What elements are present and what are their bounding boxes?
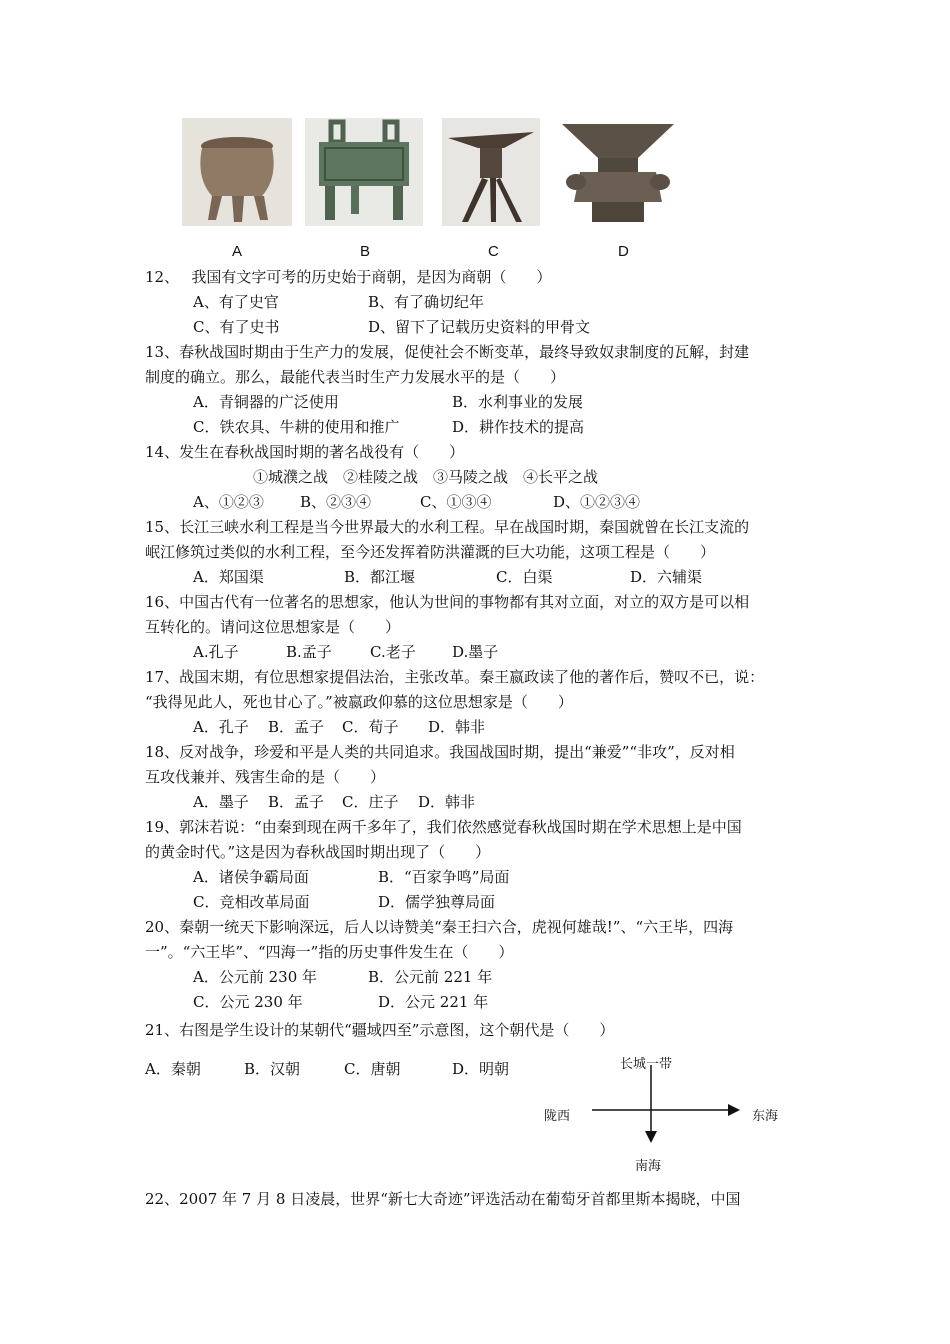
q19-option-c: C．竞相改革局面 (193, 893, 310, 911)
q20-option-c: C．公元 230 年 (193, 993, 303, 1011)
q18-option-b: B．孟子 (268, 793, 325, 811)
question-17-line-1: 17、战国末期，有位思想家提倡法治，主张改革。秦王嬴政读了他的著作后，赞叹不已，说： (145, 668, 765, 686)
q18-option-c: C．庄子 (342, 793, 399, 811)
q17-option-d: D．韩非 (428, 718, 486, 736)
question-21: 21、右图是学生设计的某朝代“疆域四至”示意图，这个朝代是（ ） (145, 1021, 615, 1039)
question-20-line-1: 20、秦朝一统天下影响深远，后人以诗赞美“秦王扫六合，虎视何雄哉!”、“六王毕，四海 (145, 918, 734, 936)
question-17-line-2: “我得见此人，死也甘心了。”被嬴政仰慕的这位思想家是（ ） (145, 693, 573, 711)
q21-option-c: C．唐朝 (344, 1060, 401, 1078)
artifact-c-image (442, 118, 540, 226)
q21-option-a: A．秦朝 (145, 1060, 201, 1078)
q21-option-d: D．明朝 (452, 1060, 510, 1078)
q15-option-d: D．六辅渠 (630, 568, 703, 586)
q16-option-c: C.老子 (370, 643, 416, 661)
q15-option-b: B．都江堰 (344, 568, 416, 586)
question-19-line-1: 19、郭沫若说：“由秦到现在两千多年了，我们依然感觉春秋战国时期在学术思想上是中国 (145, 818, 742, 836)
q13-option-b: B．水利事业的发展 (452, 393, 584, 411)
artifact-label-c: C (488, 243, 499, 260)
question-18-line-2: 互攻伐兼并、残害生命的是（ ） (145, 768, 386, 786)
q18-option-d: D．韩非 (418, 793, 476, 811)
q17-option-b: B．孟子 (268, 718, 325, 736)
question-13-line-2: 制度的确立。那么，最能代表当时生产力发展水平的是（ ） (145, 368, 566, 386)
q18-option-a: A．墨子 (193, 793, 249, 811)
question-16-line-1: 16、中国古代有一位著名的思想家，他认为世间的事物都有其对立面，对立的双方是可以相 (145, 593, 750, 611)
artifact-label-b: B (360, 243, 371, 260)
question-20-line-2: 一”。“六王毕”、“四海一”指的历史事件发生在（ ） (145, 943, 514, 961)
q12-option-c: C、有了史书 (193, 318, 280, 336)
q17-option-c: C．荀子 (342, 718, 399, 736)
artifact-label-a: A (232, 243, 243, 260)
territory-diagram (540, 1045, 800, 1175)
artifact-b-image (305, 118, 423, 226)
q13-option-c: C．铁农具、牛耕的使用和推广 (193, 418, 400, 436)
artifact-label-d: D (618, 243, 629, 260)
q19-option-a: A．诸侯争霸局面 (193, 868, 309, 886)
q21-option-b: B．汉朝 (244, 1060, 301, 1078)
q14-option-c: C、①③④ (420, 493, 492, 511)
q15-option-c: C．白渠 (496, 568, 553, 586)
artifact-images (180, 118, 700, 263)
q17-option-a: A．孔子 (193, 718, 249, 736)
q14-option-b: B、②③④ (300, 493, 372, 511)
diagram-west-label: 陇西 (544, 1109, 571, 1124)
question-13-line-1: 13、春秋战国时期由于生产力的发展，促使社会不断变革，最终导致奴隶制度的瓦解，封建 (145, 343, 750, 361)
question-18-line-1: 18、反对战争，珍爱和平是人类的共同追求。我国战国时期，提出“兼爱”“非攻”，反对相 (145, 743, 735, 761)
diagram-east-label: 东海 (752, 1109, 779, 1124)
q20-option-b: B．公元前 221 年 (368, 968, 493, 986)
q14-option-a: A、①②③ (193, 493, 264, 511)
question-15-line-2: 岷江修筑过类似的水利工程，至今还发挥着防洪灌溉的巨大功能，这项工程是（ ） (145, 543, 716, 561)
question-15-line-1: 15、长江三峡水利工程是当今世界最大的水利工程。早在战国时期，秦国就曾在长江支流的 (145, 518, 750, 536)
diagram-north-label: 长城一带 (620, 1057, 673, 1072)
q14-option-d: D、①②③④ (553, 493, 641, 511)
question-14: 14、发生在春秋战国时期的著名战役有（ ） (145, 443, 465, 461)
q16-option-a: A.孔子 (193, 643, 239, 661)
q13-option-a: A．青铜器的广泛使用 (193, 393, 339, 411)
q12-option-b: B、有了确切纪年 (368, 293, 485, 311)
q16-option-b: B.孟子 (286, 643, 332, 661)
q14-battles-list: ①城濮之战 ②桂陵之战 ③马陵之战 ④长平之战 (253, 468, 599, 486)
q15-option-a: A．郑国渠 (193, 568, 264, 586)
q16-option-d: D.墨子 (452, 643, 499, 661)
q19-option-d: D．儒学独尊局面 (378, 893, 496, 911)
q13-option-d: D．耕作技术的提高 (452, 418, 585, 436)
q12-option-a: A、有了史官 (193, 293, 279, 311)
question-12: 12、 我国有文字可考的历史始于商朝，是因为商朝（ ） (145, 268, 552, 286)
question-19-line-2: 的黄金时代。”这是因为春秋战国时期出现了（ ） (145, 843, 491, 861)
artifact-d-image (558, 118, 678, 226)
diagram-south-label: 南海 (635, 1159, 662, 1174)
q20-option-a: A．公元前 230 年 (193, 968, 317, 986)
q20-option-d: D．公元 221 年 (378, 993, 489, 1011)
question-16-line-2: 互转化的。请问这位思想家是（ ） (145, 618, 401, 636)
q19-option-b: B．“百家争鸣”局面 (378, 868, 510, 886)
q12-option-d: D、留下了记载历史资料的甲骨文 (368, 318, 591, 336)
question-22: 22、2007 年 7 月 8 日凌晨，世界“新七大奇迹”评选活动在葡萄牙首都里斯本揭晓，中国 (145, 1190, 741, 1208)
artifact-a-image (182, 118, 292, 226)
